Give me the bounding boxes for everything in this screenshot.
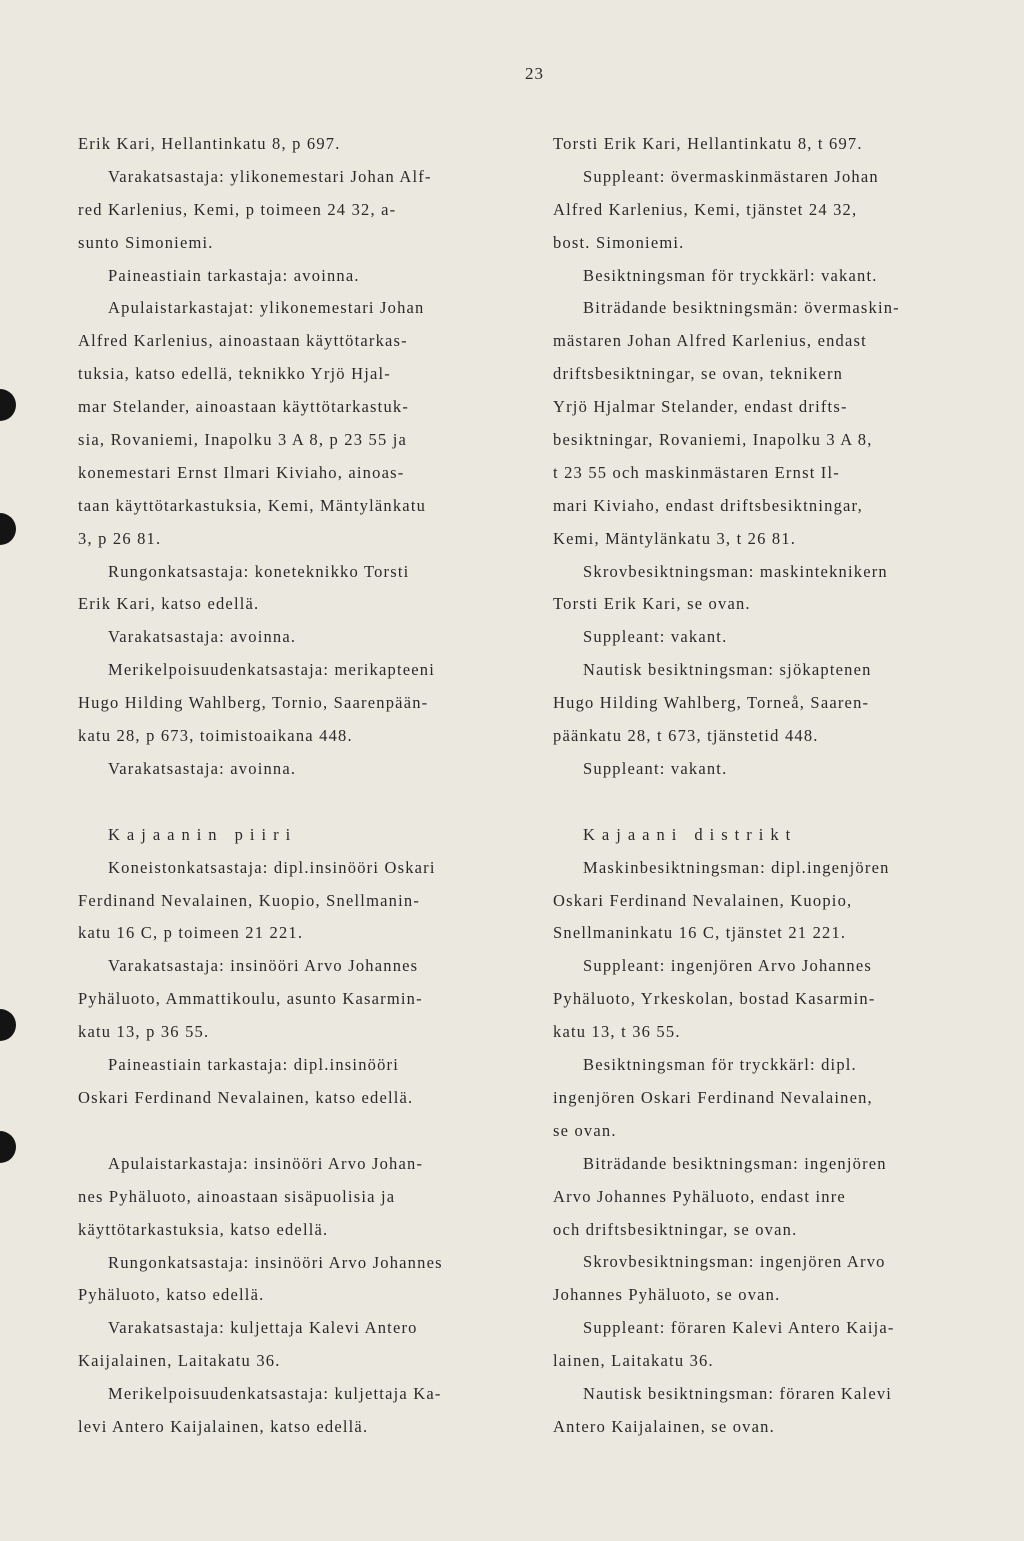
text-line: Biträdande besiktningsman: ingenjören: [583, 1153, 887, 1173]
text-line: se ovan.: [553, 1120, 617, 1140]
text-line: Pyhäluoto, katso edellä.: [78, 1285, 265, 1305]
text-line: Pyhäluoto, Yrkeskolan, bostad Kasarmin-: [553, 989, 876, 1009]
text-line: Varakatsastaja: insinööri Arvo Johannes: [108, 956, 419, 976]
text-line: Johannes Pyhäluoto, se ovan.: [553, 1285, 781, 1305]
text-line: Skrovbesiktningsman: ingenjören Arvo: [583, 1252, 886, 1272]
text-line: päänkatu 28, t 673, tjänstetid 448.: [553, 726, 819, 746]
text-line: besiktningar, Rovaniemi, Inapolku 3 A 8,: [553, 430, 873, 450]
text-line: tuksia, katso edellä, teknikko Yrjö Hjal-: [78, 364, 391, 384]
text-line: Kaijalainen, Laitakatu 36.: [78, 1351, 281, 1371]
text-line: mästaren Johan Alfred Karlenius, endast: [553, 331, 867, 351]
text-line: Oskari Ferdinand Nevalainen, katso edellä.: [78, 1087, 414, 1107]
right-column: [553, 128, 983, 1444]
text-line: lainen, Laitakatu 36.: [553, 1351, 714, 1371]
text-line: Rungonkatsastaja: koneteknikko Torsti: [108, 561, 410, 581]
text-line: Suppleant: ingenjören Arvo Johannes: [583, 956, 873, 976]
text-line: Koneistonkatsastaja: dipl.insinööri Oskari: [108, 857, 436, 877]
text-line: bost. Simoniemi.: [553, 232, 685, 252]
text-line: Hugo Hilding Wahlberg, Torneå, Saaren-: [553, 693, 870, 713]
text-line: Paineastiain tarkastaja: avoinna.: [108, 265, 360, 285]
text-line: katu 13, p 36 55.: [78, 1022, 210, 1042]
text-line: Maskinbesiktningsman: dipl.ingenjören: [583, 857, 890, 877]
text-line: Snellmaninkatu 16 C, tjänstet 21 221.: [553, 923, 847, 943]
text-line: Antero Kaijalainen, se ovan.: [553, 1416, 775, 1436]
text-line: och driftsbesiktningar, se ovan.: [553, 1219, 798, 1239]
text-line: sunto Simoniemi.: [78, 232, 214, 252]
text-line: 3, p 26 81.: [78, 528, 162, 548]
text-line: Yrjö Hjalmar Stelander, endast drifts-: [553, 397, 848, 417]
text-line: Torsti Erik Kari, Hellantinkatu 8, t 697.: [553, 134, 863, 153]
text-line: nes Pyhäluoto, ainoastaan sisäpuolisia ja: [78, 1186, 396, 1206]
text-line: Alfred Karlenius, Kemi, tjänstet 24 32,: [553, 199, 858, 219]
text-line: Merikelpoisuudenkatsastaja: kuljettaja Ka-: [108, 1384, 442, 1404]
text-line: driftsbesiktningar, se ovan, teknikern: [553, 364, 844, 384]
section-heading: Kajaani distrikt: [583, 824, 798, 844]
binder-hole: [0, 1131, 16, 1163]
text-line: Erik Kari, katso edellä.: [78, 594, 260, 614]
text-line: konemestari Ernst Ilmari Kiviaho, ainoas-: [78, 462, 405, 482]
text-line: mar Stelander, ainoastaan käyttötarkastuk-: [78, 397, 410, 417]
text-line: Oskari Ferdinand Nevalainen, Kuopio,: [553, 890, 853, 910]
text-line: Apulaistarkastaja: insinööri Arvo Johan-: [108, 1153, 424, 1173]
text-line: Nautisk besiktningsman: föraren Kalevi: [583, 1383, 893, 1403]
text-line: Erik Kari, Hellantinkatu 8, p 697.: [78, 134, 341, 153]
text-line: Skrovbesiktningsman: maskinteknikern: [583, 561, 888, 581]
text-line: taan käyttötarkastuksia, Kemi, Mäntylänkatu: [78, 495, 427, 515]
text-line: Pyhäluoto, Ammattikoulu, asunto Kasarmin-: [78, 989, 423, 1009]
text-line: Suppleant: föraren Kalevi Antero Kaija-: [583, 1318, 895, 1338]
text-line: ingenjören Oskari Ferdinand Nevalainen,: [553, 1087, 873, 1107]
text-line: Besiktningsman för tryckkärl: dipl.: [583, 1055, 857, 1075]
text-line: Torsti Erik Kari, se ovan.: [553, 594, 751, 614]
text-line: käyttötarkastuksia, katso edellä.: [78, 1219, 329, 1239]
text-line: Apulaistarkastajat: ylikonemestari Johan: [108, 298, 425, 318]
text-line: Alfred Karlenius, ainoastaan käyttötarkas-: [78, 331, 408, 351]
text-line: Merikelpoisuudenkatsastaja: merikapteeni: [108, 660, 436, 680]
text-line: Suppleant: vakant.: [583, 627, 728, 647]
binder-hole: [0, 1009, 16, 1041]
text-line: Paineastiain tarkastaja: dipl.insinööri: [108, 1055, 400, 1075]
text-line: Suppleant: vakant.: [583, 758, 728, 778]
text-line: Ferdinand Nevalainen, Kuopio, Snellmanin-: [78, 890, 421, 910]
binder-hole: [0, 513, 16, 545]
text-line: Besiktningsman för tryckkärl: vakant.: [583, 265, 878, 285]
page-number: 23: [525, 64, 544, 83]
text-line: Arvo Johannes Pyhäluoto, endast inre: [553, 1186, 846, 1206]
text-line: Varakatsastaja: avoinna.: [108, 627, 297, 647]
text-line: Kemi, Mäntylänkatu 3, t 26 81.: [553, 528, 797, 548]
text-line: Nautisk besiktningsman: sjökaptenen: [583, 660, 872, 680]
text-line: Varakatsastaja: avoinna.: [108, 758, 297, 778]
text-line: red Karlenius, Kemi, p toimeen 24 32, a-: [78, 199, 397, 219]
left-column: [78, 128, 533, 1444]
text-line: Varakatsastaja: kuljettaja Kalevi Antero: [108, 1318, 418, 1338]
binder-hole: [0, 389, 16, 421]
text-line: Varakatsastaja: ylikonemestari Johan Alf-: [108, 166, 432, 186]
text-line: katu 28, p 673, toimistoaikana 448.: [78, 726, 353, 746]
text-line: Rungonkatsastaja: insinööri Arvo Johannes: [108, 1252, 443, 1272]
text-line: t 23 55 och maskinmästaren Ernst Il-: [553, 462, 840, 482]
text-line: katu 13, t 36 55.: [553, 1022, 681, 1042]
text-line: mari Kiviaho, endast driftsbesiktningar,: [553, 495, 863, 515]
text-line: katu 16 C, p toimeen 21 221.: [78, 923, 304, 943]
text-line: levi Antero Kaijalainen, katso edellä.: [78, 1416, 369, 1436]
text-line: sia, Rovaniemi, Inapolku 3 A 8, p 23 55 ja: [78, 430, 408, 450]
section-heading: Kajaanin piiri: [108, 824, 298, 844]
text-line: Suppleant: övermaskinmästaren Johan: [583, 166, 879, 186]
text-line: Hugo Hilding Wahlberg, Tornio, Saarenpään-: [78, 693, 429, 713]
text-line: Biträdande besiktningsmän: övermaskin-: [583, 298, 900, 318]
